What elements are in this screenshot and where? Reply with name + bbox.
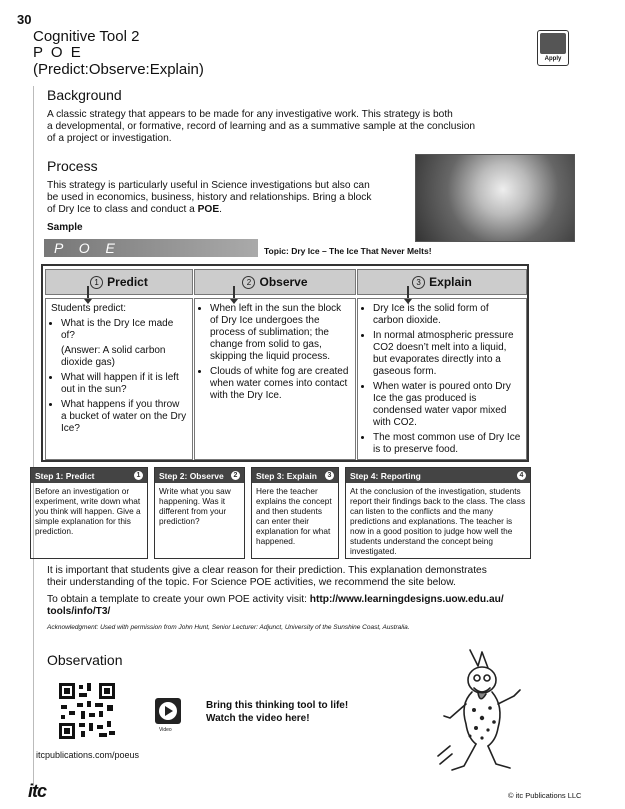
play-icon xyxy=(159,702,177,720)
explain-title: Explain xyxy=(429,275,472,289)
tool-title: Cognitive Tool 2 xyxy=(33,28,140,45)
step-title: Step 3: Explain xyxy=(256,470,317,481)
video-cta xyxy=(206,699,348,725)
step-title: Step 1: Predict xyxy=(35,470,95,481)
explain-header xyxy=(357,269,527,295)
itc-logo: itc xyxy=(28,781,47,801)
step-number-icon: 2 xyxy=(242,276,255,289)
predict-title: Predict xyxy=(107,275,148,289)
process-line: of Dry Ice to class and conduct a POE. xyxy=(47,204,222,215)
note-text xyxy=(47,565,577,589)
qr-caption[interactable]: itcpublications.com/poeus xyxy=(36,750,140,760)
process-heading: Process xyxy=(47,158,98,174)
poe-bold: POE xyxy=(197,204,220,215)
step-3-box xyxy=(251,467,339,559)
step-text: Before an investigation or experiment, write down what you think will happen. Give a simple explanation for this prediction. xyxy=(35,486,141,536)
list-item: • In normal atmospheric pressure CO2 doesn’t melt into a liquid, but evaporates directly into a gaseous form. xyxy=(373,330,521,378)
template-text xyxy=(47,594,587,618)
step-number-icon: 2 xyxy=(231,471,240,480)
background-text xyxy=(47,109,567,145)
list-item: • When left in the sun the block of Dry Ice undergoes the process of sublimation; the change from solid to gas, skipping the liquid process. xyxy=(210,303,350,363)
background-heading: Background xyxy=(47,87,122,103)
observation-heading: Observation xyxy=(47,652,123,668)
observe-body xyxy=(194,298,356,460)
poe-band: P O E xyxy=(44,239,258,257)
tool-subtitle: (Predict:Observe:Explain) xyxy=(33,61,204,78)
bloom-badge xyxy=(537,30,569,66)
list-item: • What happens if you throw a bucket of water on the Dry Ice? xyxy=(61,399,187,435)
step-number-icon: 4 xyxy=(517,471,526,480)
template-link-cont[interactable]: tools/info/T3/ xyxy=(47,606,111,617)
observe-header xyxy=(194,269,356,295)
list-item: • The most common use of Dry Ice is to preserve food. xyxy=(373,432,521,456)
topic-line: Topic: Dry Ice – The Ice That Never Melts! xyxy=(264,246,432,256)
step-title: Step 4: Reporting xyxy=(350,470,421,481)
observe-title: Observe xyxy=(259,275,308,289)
list-item: • When water is poured onto Dry Ice the gas produced is condensed water vapor mixed with CO2. xyxy=(373,381,521,429)
process-text xyxy=(47,180,412,216)
background-line: of a project or investigation. xyxy=(47,133,172,144)
list-item: • What is the Dry Ice made of? xyxy=(61,318,187,342)
margin-rule xyxy=(33,86,34,786)
cartoon-dog-illustration xyxy=(430,646,530,776)
bloom-badge-icon xyxy=(540,33,566,54)
step-2-box xyxy=(154,467,245,559)
step-text: Here the teacher explains the concept and then students can enter their explanation for what happened. xyxy=(256,486,332,546)
bloom-badge-label: Apply xyxy=(544,56,562,62)
video-cta-line: Bring this thinking tool to life! xyxy=(206,700,349,711)
copyright: © itc Publications LLC xyxy=(508,791,582,800)
template-link[interactable]: http://www.learningdesigns.uow.edu.au/ xyxy=(309,594,504,605)
acknowledgment: Acknowledgment: Used with permission from John Hunt, Senior Lecturer: Adjunct, University of the Sunshine Coast, Australia. xyxy=(47,624,410,631)
step-number-icon: 1 xyxy=(134,471,143,480)
predict-intro: Students predict: xyxy=(51,303,127,314)
poe-table xyxy=(41,264,529,462)
list-item: • Dry Ice is the solid form of carbon dioxide. xyxy=(373,303,521,327)
step-4-box xyxy=(345,467,531,559)
step-title: Step 2: Observe xyxy=(159,470,224,481)
predict-header xyxy=(45,269,193,295)
background-line: A classic strategy that appears to be made for any investigative work. This strategy is both xyxy=(47,109,453,120)
video-cta-line: Watch the video here! xyxy=(206,713,310,724)
note-line: their understanding of the topic. For Science POE activities, we recommend the site below. xyxy=(47,577,456,588)
qr-code-icon[interactable] xyxy=(59,683,115,739)
step-1-box xyxy=(30,467,148,559)
tool-acronym: P O E xyxy=(33,44,83,61)
list-item: (Answer: A solid carbon dioxide gas) xyxy=(61,345,166,368)
explain-body xyxy=(357,298,527,460)
process-line: This strategy is particularly useful in Science investigations but also can xyxy=(47,180,370,191)
predict-body xyxy=(45,298,193,460)
list-item: • Clouds of white fog are created when water comes into contact with the Dry Ice. xyxy=(210,366,350,402)
page-number: 30 xyxy=(17,12,32,27)
video-label: Video xyxy=(159,727,172,733)
template-line: To obtain a template to create your own POE activity visit: http://www.learningdesigns.uow.edu.au/ xyxy=(47,594,504,605)
process-line: be used in economics, business, history and relationships. Bring a block xyxy=(47,192,372,203)
note-line: It is important that students give a clear reason for their prediction. This explanation demonstrates xyxy=(47,565,487,576)
step-text: Write what you saw happening. Was it different from your prediction? xyxy=(159,486,231,526)
sample-label: Sample xyxy=(47,222,83,233)
background-line: a developmental, or formative, record of learning and as a summative sample at the conclusion xyxy=(47,121,476,132)
dry-ice-photo xyxy=(415,154,575,242)
step-number-icon: 3 xyxy=(412,276,425,289)
step-number-icon: 3 xyxy=(325,471,334,480)
list-item: • What will happen if it is left out in the sun? xyxy=(61,372,187,396)
step-number-icon: 1 xyxy=(90,276,103,289)
video-play-button[interactable] xyxy=(155,698,181,724)
step-text: At the conclusion of the investigation, students report their findings back to the class. The class can listen to the conflicts and the many predictions and explanations. The teacher is now in a good position to judge how well the students understand the concept being investigated. xyxy=(350,486,526,556)
